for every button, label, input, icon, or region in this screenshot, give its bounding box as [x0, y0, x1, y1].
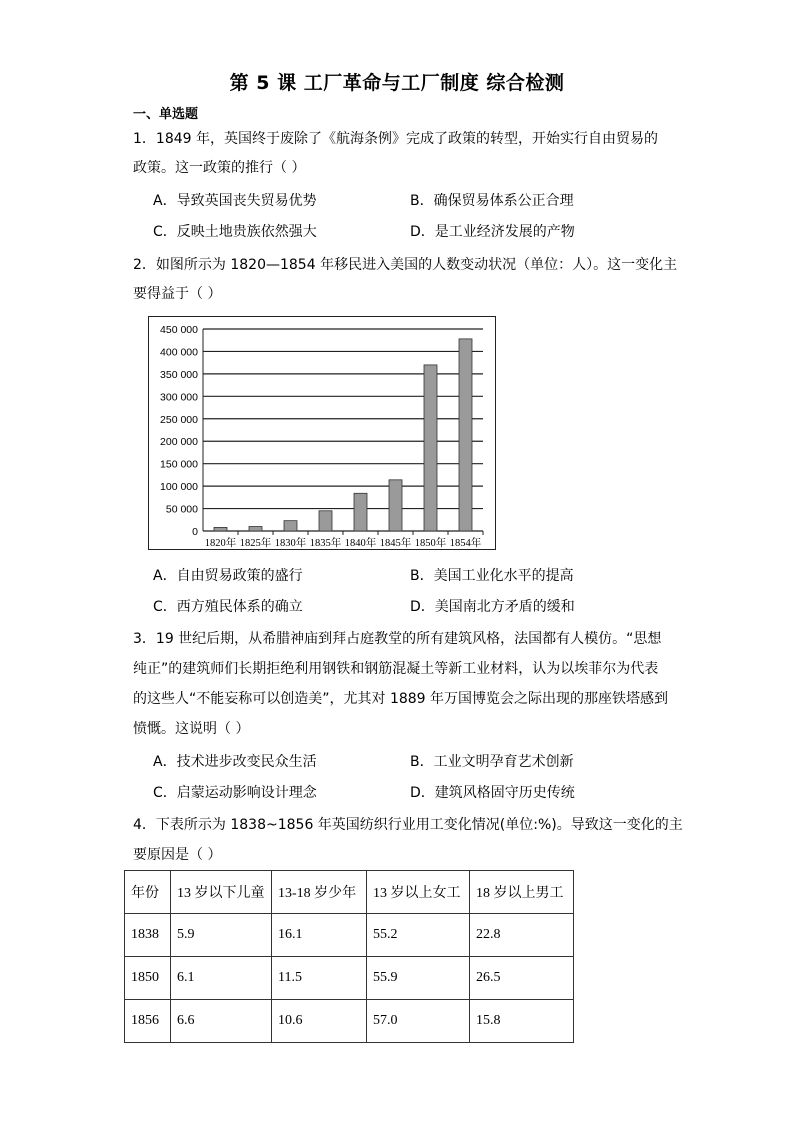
bar [319, 511, 332, 531]
table-header-cell: 年份 [125, 871, 171, 914]
q2-stem-line2: 要得益于（ ） [133, 286, 222, 302]
table-row [125, 914, 574, 957]
q1-option-d[interactable]: D．是工业经济发展的产物 [410, 224, 575, 240]
page-title: 第 5 课 工厂革命与工厂制度 综合检测 [229, 72, 565, 94]
q3-option-c[interactable]: C．启蒙运动影响设计理念 [153, 785, 317, 801]
table-cell: 6.1 [171, 957, 272, 1000]
q3-stem-line3: 的这些人“不能妄称可以创造美”，尤其对 1889 年万国博览会之际出现的那座铁塔感到 [133, 691, 669, 707]
table-cell: 1856 [125, 1000, 171, 1043]
table-cell: 57.0 [367, 1000, 470, 1043]
table-cell: 1838 [125, 914, 171, 957]
table-row [125, 957, 574, 1000]
bar [424, 365, 437, 531]
x-tick-label: 1825年 [239, 538, 272, 549]
y-tick-label: 200 000 [160, 436, 198, 449]
table-cell: 10.6 [272, 1000, 367, 1043]
q1-option-b[interactable]: B．确保贸易体系公正合理 [410, 193, 574, 209]
table-header-row [125, 871, 574, 914]
q3-option-a[interactable]: A．技术进步改变民众生活 [153, 754, 317, 770]
q1-stem-line2: 政策。这一政策的推行（ ） [133, 160, 306, 176]
bar [284, 521, 297, 531]
x-tick-label: 1854年 [449, 538, 482, 549]
table-header-cell: 13-18 岁少年 [272, 871, 367, 914]
table-cell: 55.9 [367, 957, 470, 1000]
x-tick-label: 1835年 [309, 538, 342, 549]
q3-stem-line4: 愤慨。这说明（ ） [133, 721, 250, 737]
table-cell: 26.5 [470, 957, 574, 1000]
x-tick-label: 1830年 [274, 538, 307, 549]
y-tick-label: 250 000 [160, 413, 198, 426]
table-cell: 1850 [125, 957, 171, 1000]
y-tick-label: 150 000 [160, 458, 198, 471]
table-header-cell: 13 岁以下儿童 [171, 871, 272, 914]
x-tick-label: 1850年 [414, 538, 447, 549]
table-cell: 22.8 [470, 914, 574, 957]
bar [249, 527, 262, 531]
q2-option-c[interactable]: C．西方殖民体系的确立 [153, 599, 303, 615]
table-cell: 15.8 [470, 1000, 574, 1043]
bar [214, 527, 227, 531]
bar [354, 493, 367, 531]
q3-stem-line1: 3．19 世纪后期，从希腊神庙到拜占庭教堂的所有建筑风格，法国都有人模仿。“思想 [133, 631, 662, 647]
x-tick-label: 1820年 [204, 538, 237, 549]
q2-option-a[interactable]: A．自由贸易政策的盛行 [153, 568, 303, 584]
q4-stem-line2: 要原因是（ ） [133, 847, 222, 863]
q4-stem-line1: 4．下表所示为 1838~1856 年英国纺织行业用工变化情况(单位:%)。导致这一变化的主 [133, 817, 683, 833]
section-heading: 一、单选题 [133, 107, 199, 122]
bar-chart-svg [149, 317, 497, 551]
table-cell: 16.1 [272, 914, 367, 957]
y-tick-label: 300 000 [160, 391, 198, 404]
table-header-cell: 18 岁以上男工 [470, 871, 574, 914]
y-tick-label: 50 000 [165, 503, 198, 516]
table-cell: 55.2 [367, 914, 470, 957]
y-tick-label: 0 [192, 526, 198, 538]
y-tick-label: 400 000 [160, 346, 198, 359]
q3-option-b[interactable]: B．工业文明孕育艺术创新 [410, 754, 574, 770]
q2-option-b[interactable]: B．美国工业化水平的提高 [410, 568, 574, 584]
x-tick-label: 1840年 [344, 538, 377, 549]
y-tick-label: 350 000 [160, 368, 198, 381]
bar [459, 339, 472, 531]
q2-option-d[interactable]: D．美国南北方矛盾的缓和 [410, 599, 575, 615]
table-cell: 5.9 [171, 914, 272, 957]
q1-stem-line1: 1．1849 年，英国终于废除了《航海条例》完成了政策的转型，开始实行自由贸易的 [133, 131, 658, 147]
x-tick-label: 1845年 [379, 538, 412, 549]
immigration-bar-chart [148, 316, 496, 550]
q1-option-a[interactable]: A．导致英国丧失贸易优势 [153, 193, 317, 209]
table-row [125, 1000, 574, 1043]
table-header-cell: 13 岁以上女工 [367, 871, 470, 914]
q2-stem-line1: 2．如图所示为 1820—1854 年移民进入美国的人数变动状况（单位：人）。这一变化主 [133, 257, 678, 273]
labor-data-table [124, 870, 574, 1043]
bar [389, 480, 402, 531]
y-tick-label: 100 000 [160, 481, 198, 494]
table-cell: 6.6 [171, 1000, 272, 1043]
y-tick-label: 450 000 [160, 324, 198, 336]
table-cell: 11.5 [272, 957, 367, 1000]
q3-option-d[interactable]: D．建筑风格固守历史传统 [410, 785, 575, 801]
q1-option-c[interactable]: C．反映土地贵族依然强大 [153, 224, 317, 240]
q3-stem-line2: 纯正”的建筑师们长期拒绝利用钢铁和钢筋混凝土等新工业材料，认为以埃菲尔为代表 [133, 661, 659, 677]
